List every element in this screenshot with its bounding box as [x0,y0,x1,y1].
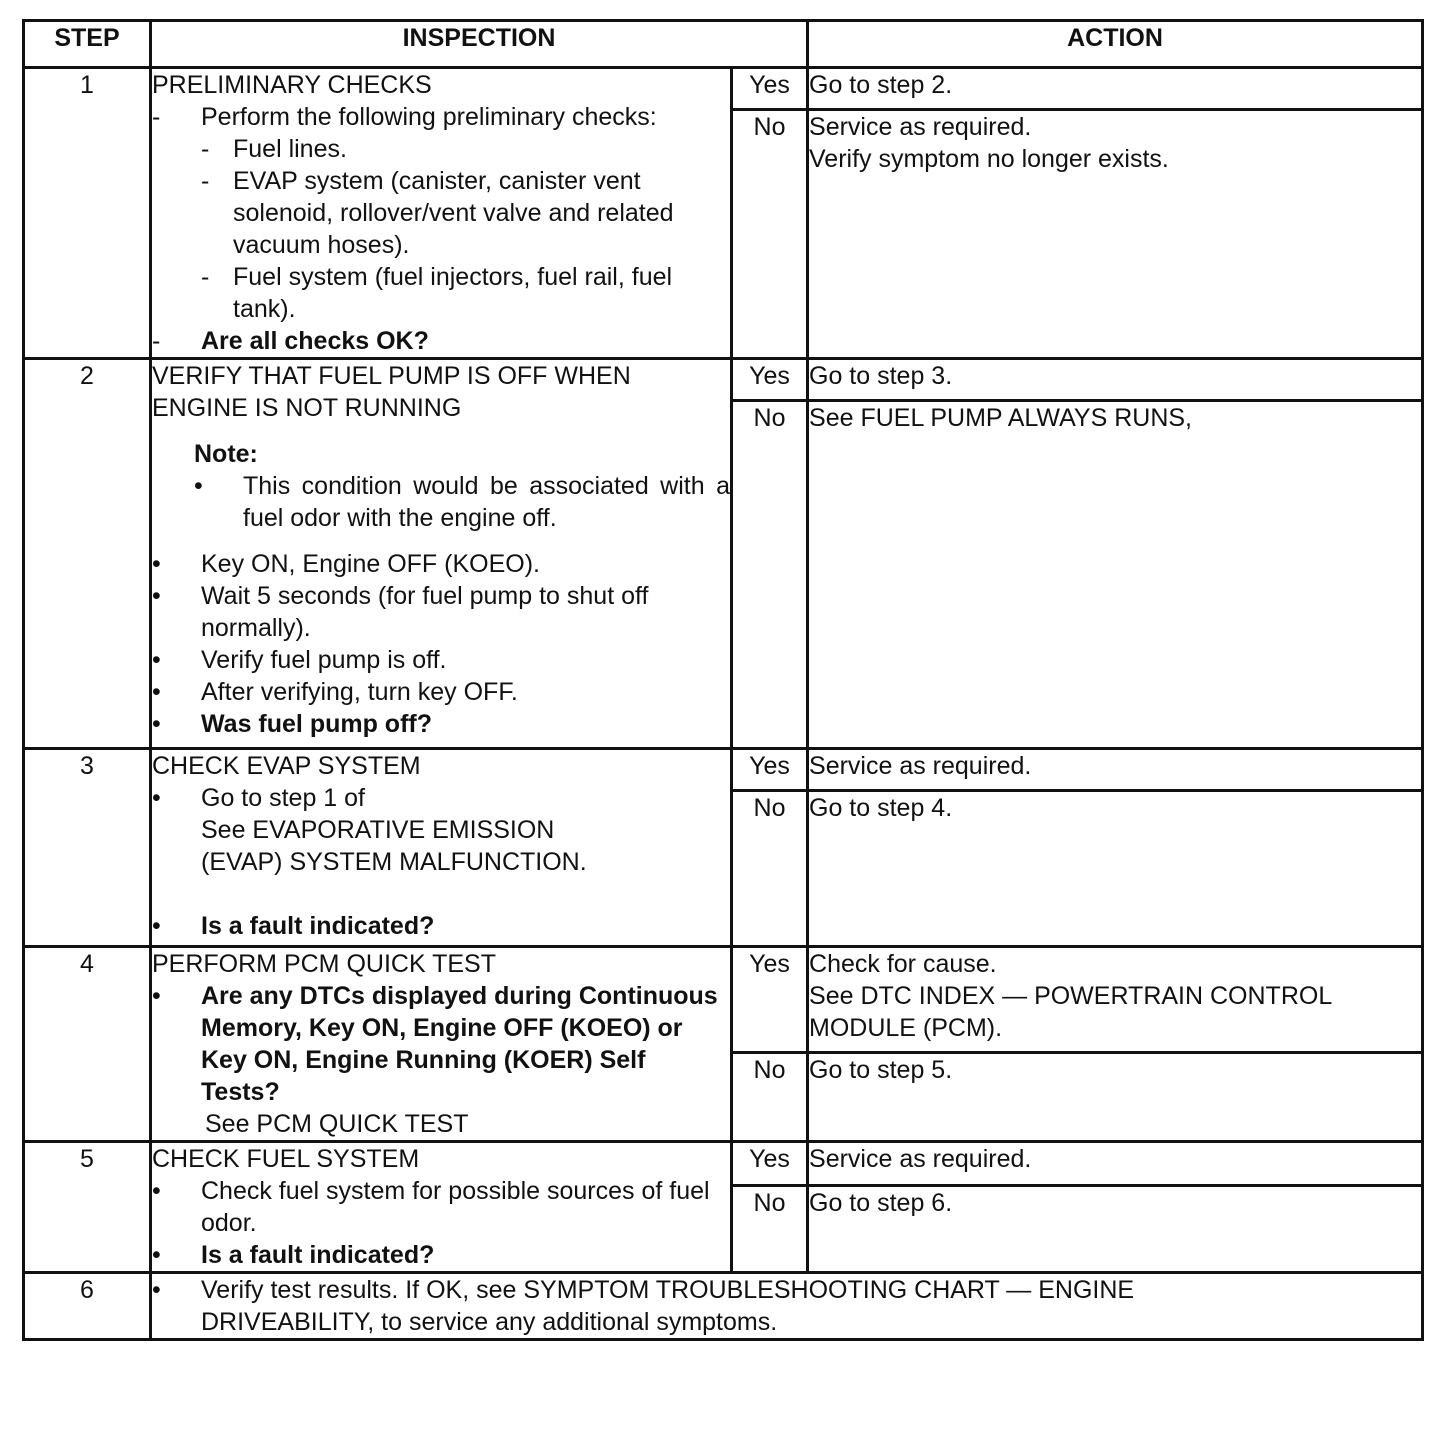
no-action: Go to step 5. [808,1053,1423,1142]
header-action: ACTION [808,21,1423,68]
no-action: See FUEL PUMP ALWAYS RUNS, [808,401,1423,749]
yes-action: Go to step 3. [808,359,1423,401]
step-6-row [24,1273,1423,1340]
step-title: PRELIMINARY CHECKS [152,71,432,99]
step-4-inspection [151,947,732,1142]
step-question: Are all checks OK? [201,327,429,355]
header-step: STEP [24,21,151,68]
diagnostic-table [22,19,1424,1341]
step-number: 4 [24,947,151,1142]
list-item: • Is a fault indicated? [152,912,435,940]
step-number: 1 [24,68,151,359]
header-row [24,21,1423,68]
note-label: Note: [194,440,258,468]
list-item: • Is a fault indicated? [152,1241,435,1269]
yes-action: Go to step 2. [808,68,1423,110]
step-3-inspection [151,749,732,947]
sub-list-item: - Fuel system (fuel injectors, fuel rail, fuel tank). [201,263,673,323]
step-2-yes-row [24,359,1423,401]
see-reference: See PCM QUICK TEST [205,1110,469,1138]
no-label: No [732,401,808,749]
step-3-yes-row [24,749,1423,791]
sub-list-item: - EVAP system (canister, canister vent solenoid, rollover/vent valve and related vacuum hoses). [201,167,674,259]
step-5-yes-row [24,1142,1423,1186]
note-block [152,438,730,534]
step-1-inspection [151,68,732,359]
yes-action: Service as required. [808,749,1423,791]
step-2-inspection [151,359,732,749]
note-item: • This condition would be associated with a fuel odor with the engine off. [194,472,730,532]
step-title: CHECK FUEL SYSTEM [152,1145,420,1173]
yes-label: Yes [732,1142,808,1186]
no-label: No [732,1053,808,1142]
no-action: Go to step 4. [808,791,1423,947]
no-label: No [732,791,808,947]
header-inspection: INSPECTION [151,21,808,68]
step-question: Is a fault indicated? [201,912,435,940]
yes-label: Yes [732,359,808,401]
yes-label: Yes [732,947,808,1053]
step-question: Is a fault indicated? [201,1241,435,1269]
step-title: PERFORM PCM QUICK TEST [152,950,497,978]
step-question: Are any DTCs displayed during Continuous Memory, Key ON, Engine OFF (KOEO) or Key ON, Engine Running (KOER) Self Tests? [201,982,718,1106]
step-title: CHECK EVAP SYSTEM [152,752,421,780]
step-1-yes-row [24,68,1423,110]
step-5-inspection [151,1142,732,1273]
list-item: • Wait 5 seconds (for fuel pump to shut off normally). [152,582,649,642]
list-item: • Was fuel pump off? [152,710,432,738]
list-item: - Perform the following preliminary checks: [152,103,657,131]
no-action: Go to step 6. [808,1185,1423,1272]
list-item: • Check fuel system for possible sources of fuel odor. [152,1177,710,1237]
list-item: • Key ON, Engine OFF (KOEO). [152,550,540,578]
list-item: • Are any DTCs displayed during Continuous Memory, Key ON, Engine OFF (KOEO) or Key ON, Engine Running (KOER) Self Tests? See PCM QUICK TEST [152,980,730,1140]
list-item: • Verify test results. If OK, see SYMPTOM TROUBLESHOOTING CHART — ENGINE DRIVEABILITY, to service any additional symptoms. [152,1276,1135,1336]
step-number: 5 [24,1142,151,1273]
list-item: • Go to step 1 of See EVAPORATIVE EMISSION (EVAP) SYSTEM MALFUNCTION. [152,784,587,876]
step-number: 3 [24,749,151,947]
step-6-inspection [151,1273,1423,1340]
step-4-yes-row [24,947,1423,1053]
list-item: - Are all checks OK? [152,327,429,355]
no-label: No [732,1185,808,1272]
list-item: • After verifying, turn key OFF. [152,678,518,706]
step-number: 6 [24,1273,151,1340]
step-question: Was fuel pump off? [201,710,432,738]
step-number: 2 [24,359,151,749]
step-title: VERIFY THAT FUEL PUMP IS OFF WHEN ENGINE IS NOT RUNNING [152,362,631,422]
sub-list-item: - Fuel lines. [201,135,347,163]
yes-label: Yes [732,68,808,110]
no-label: No [732,110,808,359]
list-item: • Verify fuel pump is off. [152,646,447,674]
yes-action: Check for cause. See DTC INDEX — POWERTRAIN CONTROL MODULE (PCM). [808,947,1423,1053]
yes-label: Yes [732,749,808,791]
yes-action: Service as required. [808,1142,1423,1186]
no-action: Service as required. Verify symptom no longer exists. [808,110,1423,359]
